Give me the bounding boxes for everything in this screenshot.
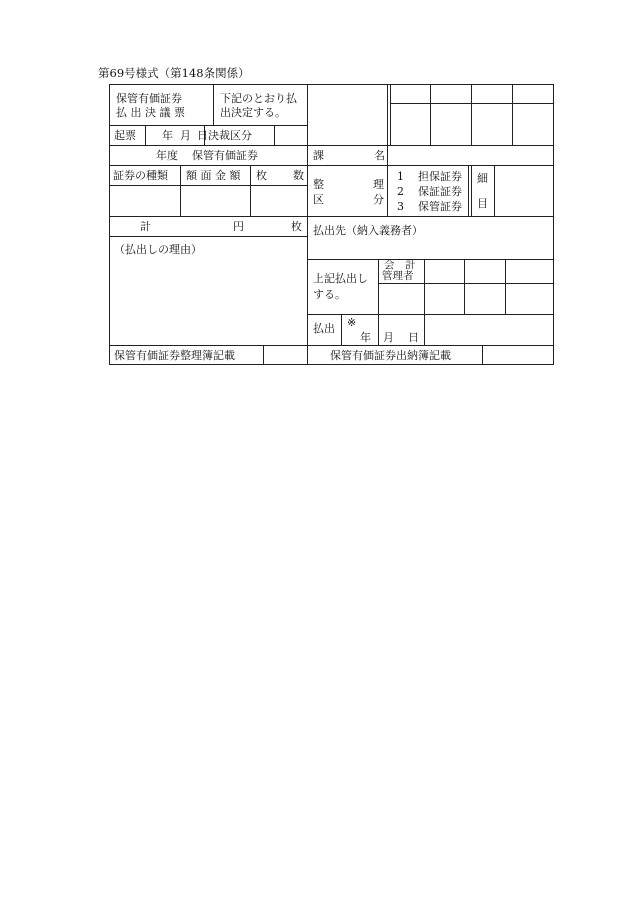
nendo-label: 年度: [156, 149, 178, 162]
kihyo-label: 起票: [114, 129, 136, 142]
date-month: 月: [383, 331, 394, 344]
kessai-kubun-label: 決裁区分: [208, 129, 252, 142]
ledger-right-label: 保管有価証券出納簿記載: [330, 349, 451, 362]
kome-mark: ※: [347, 316, 357, 329]
reason-label: （払出しの理由）: [114, 243, 202, 256]
category-3: 保管証券: [418, 200, 462, 213]
gaku-header: 額 面 金 額: [186, 169, 241, 182]
en-unit: 円: [233, 220, 244, 233]
above-text-line2: する。: [313, 288, 346, 301]
date-year: 年: [360, 331, 371, 344]
category-number-2: 2: [397, 185, 404, 198]
shubetsu-header: 証券の種類: [113, 169, 168, 182]
category-1: 担保証券: [418, 170, 462, 183]
kubun-char1: 区: [313, 193, 324, 206]
kihyo-day: 日: [197, 129, 208, 142]
category-number-1: 1: [397, 170, 404, 183]
mei-label: 名: [374, 149, 385, 162]
haraidashi-saki-label: 払出先（納入義務者）: [313, 224, 423, 237]
above-text-line1: 上記払出し: [313, 272, 368, 285]
category-2: 保証証券: [418, 185, 462, 198]
category-number-3: 3: [397, 200, 404, 213]
mai-unit: 枚: [291, 220, 302, 233]
kaikei-line2: 管理者: [382, 270, 414, 282]
doc-title-line1: 保管有価証券: [116, 92, 182, 105]
kihyo-year: 年: [162, 129, 173, 142]
saimoku-char2: 目: [477, 197, 488, 210]
decision-text-line1: 下記のとおり払: [220, 92, 297, 105]
kubun-char2: 分: [373, 193, 384, 206]
date-day: 日: [408, 331, 419, 344]
kei-label: 計: [140, 220, 151, 233]
kihyo-month: 月: [180, 129, 191, 142]
form-number-title: 第69号様式（第148条関係）: [98, 66, 250, 80]
seiri-char1: 整: [313, 178, 324, 191]
haraidashi-label: 払出: [313, 322, 335, 335]
decision-text-line2: 出決定する。: [220, 106, 286, 119]
doc-title-line2: 払 出 決 議 票: [116, 106, 185, 119]
saimoku-char1: 細: [477, 172, 488, 185]
mai-header: 枚: [256, 169, 267, 182]
nendo-title: 保管有価証券: [192, 149, 258, 162]
su-header: 数: [293, 169, 304, 182]
ledger-left-label: 保管有価証券整理簿記載: [114, 349, 235, 362]
seiri-char2: 理: [373, 178, 384, 191]
ka-label: 課: [313, 149, 324, 162]
kaikei-line1: 会 計: [384, 259, 416, 271]
